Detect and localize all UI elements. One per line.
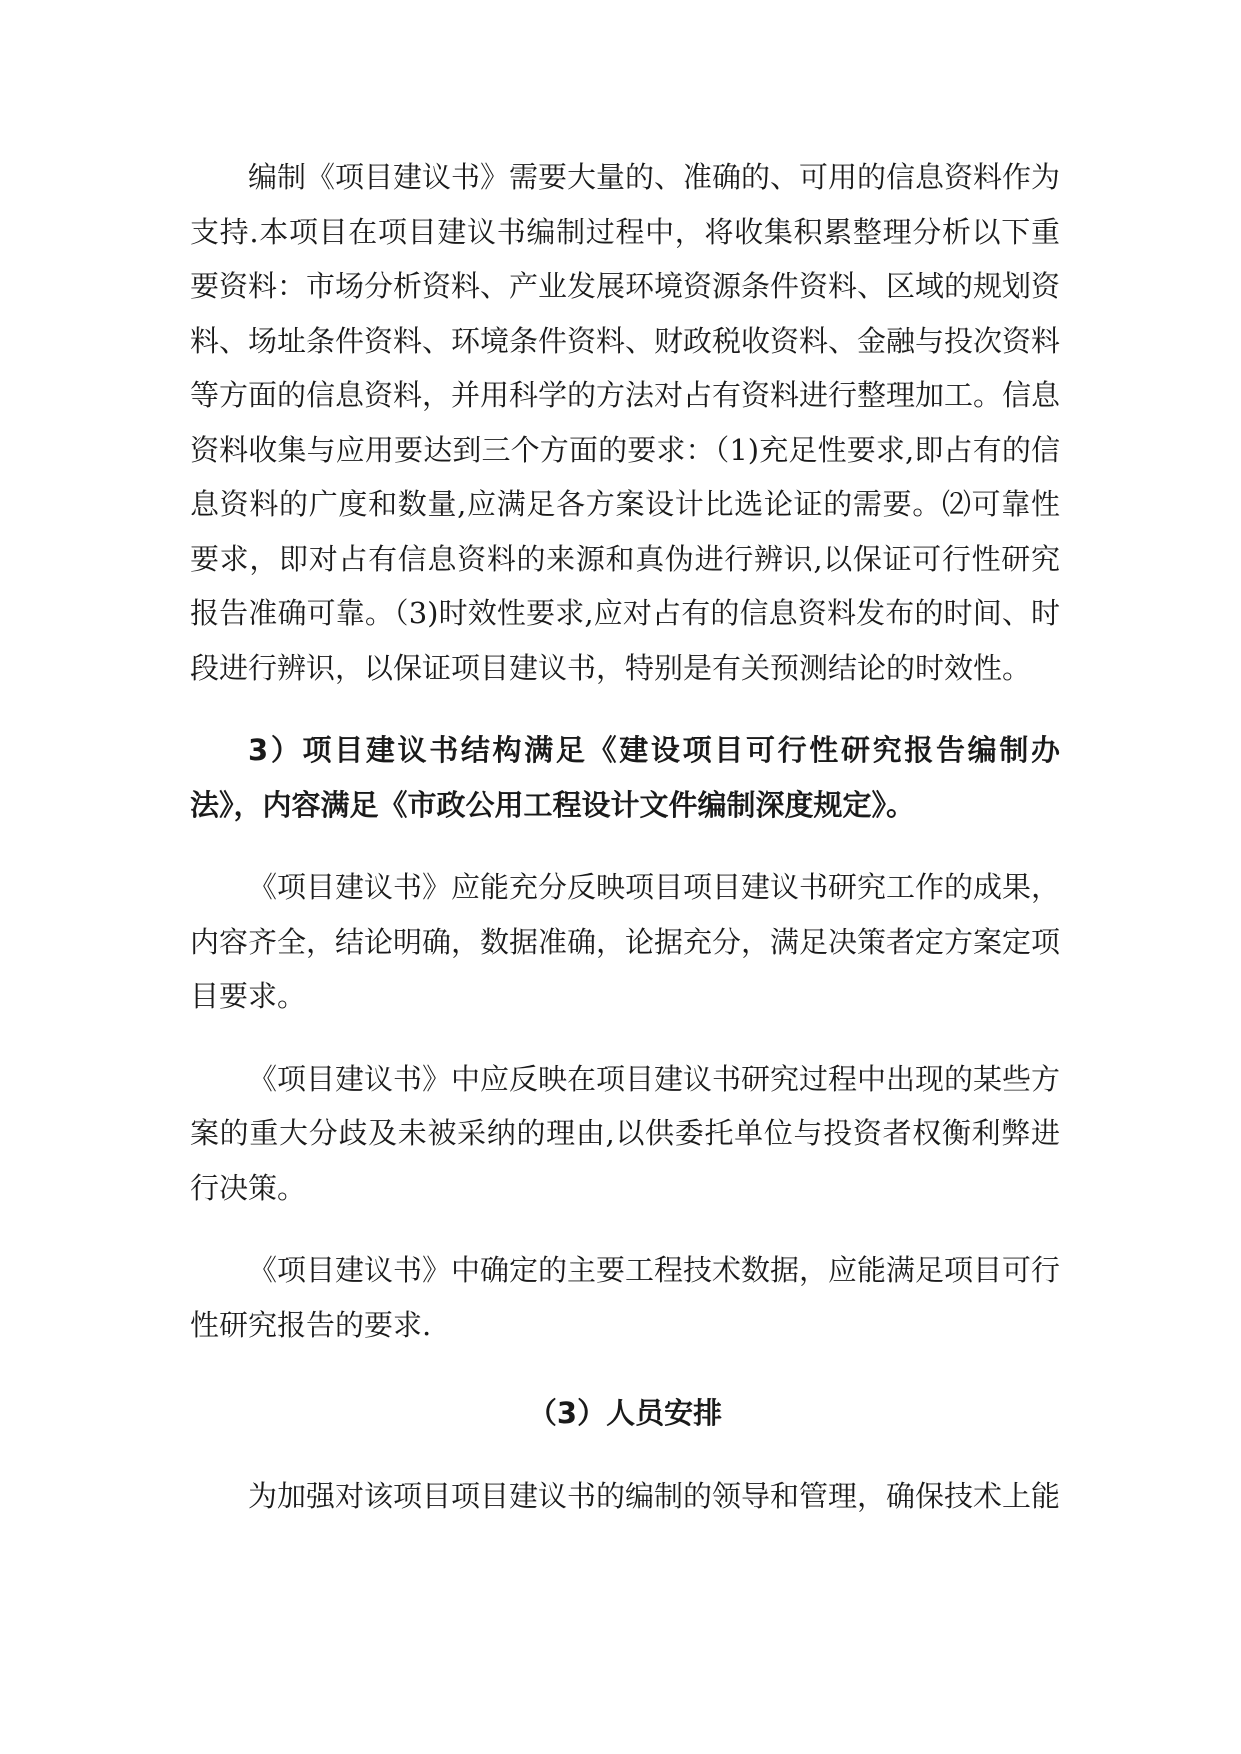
paragraph-disagreements: 《项目建议书》中应反映在项目建议书研究过程中出现的某些方案的重大分歧及未被采纳的理由,以供委托单位与投资者权衡利弊进行决策。 (190, 1061, 1061, 1205)
paragraph-content-completeness: 《项目建议书》应能充分反映项目项目建议书研究工作的成果，内容齐全，结论明确，数据准确，论据充分，满足决策者定方案定项目要求。 (190, 870, 1061, 1013)
section-heading-structure: 3）项目建议书结构满足《建设项目可行性研究报告编制办法》，内容满足《市政公用工程设计文件编制深度规定》。 (190, 733, 1060, 822)
paragraph-staffing-intro: 为加强对该项目项目建议书的编制的领导和管理，确保技术上能 (248, 1478, 1061, 1513)
paragraph-information-requirements: 编制《项目建议书》需要大量的、准确的、可用的信息资料作为支持.本项目在项目建议书编制过程中，将收集积累整理分析以下重要资料：市场分析资料、产业发展环境资源条件资料、区域的规划资料、场址条件资料、环境条件资料、财政税收资料、金融与投次资料等方面的信息资料，并用科学的方法对占有资料进行整理加工。信息资料收集与应用要达到三个方面的要求：（1)充足性要求,即占有的信息资料的广度和数量,应满足各方案设计比选论证的需要。⑵可靠性要求，即对占有信息资料的来源和真伪进行辨识,以保证可行性研究报告准确可靠。（3)时效性要求,应对占有的信息资料发布的时间、时段进行辨识，以保证项目建议书，特别是有关预测结论的时效性。 (190, 160, 1061, 685)
section-heading-staffing: （3）人员安排 (527, 1396, 723, 1430)
document-body (190, 150, 1060, 1523)
paragraph-technical-data: 《项目建议书》中确定的主要工程技术数据，应能满足项目可行性研究报告的要求. (190, 1253, 1061, 1342)
